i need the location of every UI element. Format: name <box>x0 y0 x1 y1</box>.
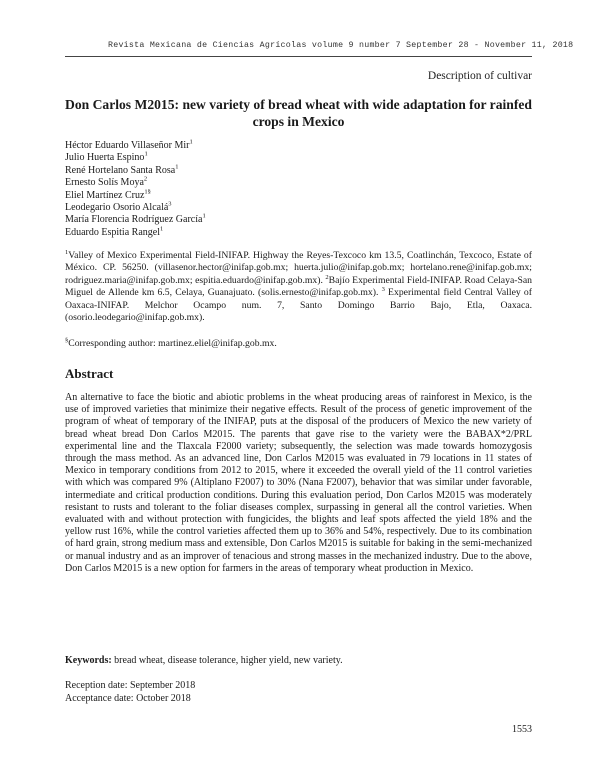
page-number: 1553 <box>512 724 532 735</box>
affiliation-3: Experimental field Central Valley of Oaxaca-INIFAP. Melchor Ocampo num. 7, Santo Domingo Barrio Bajo, Etla, Oaxaca. (osorio.leodegario@inifap.gob.mx). <box>65 287 533 324</box>
reception-date: Reception date: September 2018 <box>65 680 196 691</box>
author: Leodegario Osorio Alcalá$^3$ <box>65 200 172 214</box>
keywords <box>65 655 532 666</box>
author: Eduardo Espitia Rangel$^1$ <box>65 225 164 238</box>
affiliations <box>65 250 532 324</box>
author: Julio Huerta Espino$^1$ <box>65 151 148 164</box>
keywords-label: Keywords: <box>65 655 112 666</box>
author: Eliel Martínez Cruz$^{1\S}$ <box>65 188 151 201</box>
abstract-text: An alternative to face the biotic and abiotic problems in the wheat producing areas of rainforest in Mexico, is the use of improved varieties that minimize their negative effects. Result of the process of genetic improvement of the program of wheat of temporary of the INIFAP, puts at the disposal of the producers of Mexico the new variety of bread wheat bread Don Carlos M2015. The parents that gave rise to the variety were the BABAX*2/PRL experimental line and the Tlaxcala F2000 variety; subsequently, the selection was made towards homozygosis through the mass method. As an advanced line, Don Carlos M2015 was evaluated in 79 locations in 11 states of Mexico in temporary conditions from 2012 to 2015, where it exceeded the overall yield of the 11 control varieties with which was compared 9% (Altiplano F2007) to 30% (Nana F2007), behavior that was similar under favorable, intermediate and critical production conditions. During this evaluation period, Don Carlos M2015 was moderately resistant to rusts and tolerant to the foliar diseases complex, surpassing in general all the control varieties. When evaluated with and without protection with fungicides, the blights and leaf spots affected the yield 18% and the yellow rust 16%, while the control varieties affected them up to 36% and 54%, respectively. Due to its combination of hard grain, strong medium mass and extensible, Don Carlos M2015 is suitable for baking in the semi-mechanized or manual industry and as an improver of tenacious and strong masses in the mechanized industry. Due to the above, Don Carlos M2015 is a new option for farmers in the areas of temporary wheat production in Mexico. <box>65 392 532 574</box>
author: René Hortelano Santa Rosa$^1$ <box>65 163 179 176</box>
running-header: Revista Mexicana de Ciencias Agrícolas volume 9 number 7 September 28 - November 11, 2018 <box>108 41 574 50</box>
section-label: Description of cultivar <box>427 70 532 82</box>
keywords-text: bread wheat, disease tolerance, higher yield, new variety. <box>111 655 343 666</box>
affiliation-2: Bajío Experimental Field-INIFAP. Road Celaya-San Miguel de Allende km 6.5, Celaya, Guanajuato. (solis.ernesto@inifap.gob.mx). <box>65 274 532 299</box>
acceptance-date: Acceptance date: October 2018 <box>65 692 191 704</box>
author-list <box>65 140 206 239</box>
corresponding-author: §Corresponding author: martinez.eliel@inifap.gob.mx. <box>65 336 277 349</box>
affiliation-mark: 2 <box>325 273 329 281</box>
author: María Florencia Rodríguez García$^1$ <box>65 213 206 226</box>
author: Ernesto Solís Moya$^2$ <box>65 175 148 189</box>
header-divider <box>65 56 532 57</box>
affiliation-mark: 3 <box>381 285 385 293</box>
article-title: Don Carlos M2015: new variety of bread wheat with wide adaptation for rainfed crops in Mexico <box>65 97 532 129</box>
affiliation-mark: 1 <box>65 248 69 256</box>
author: Héctor Eduardo Villaseñor Mir$^1$ <box>65 138 193 151</box>
abstract-heading: Abstract <box>65 366 114 381</box>
affiliation-1: Valley of Mexico Experimental Field-INIFAP. Highway the Reyes-Texcoco km 13.5, Coatlinchán, Texcoco, Estate of México. CP. 56250. (villasenor.hector@inifap.gob.mx; huerta.julio@inifap.gob.mx; hortelano.rene@inifap.gob.mx; rodriguez.maria@inifap.gob.mx; espitia.eduardo@inifap.gob.mx). <box>65 250 532 286</box>
article-dates <box>65 680 195 705</box>
